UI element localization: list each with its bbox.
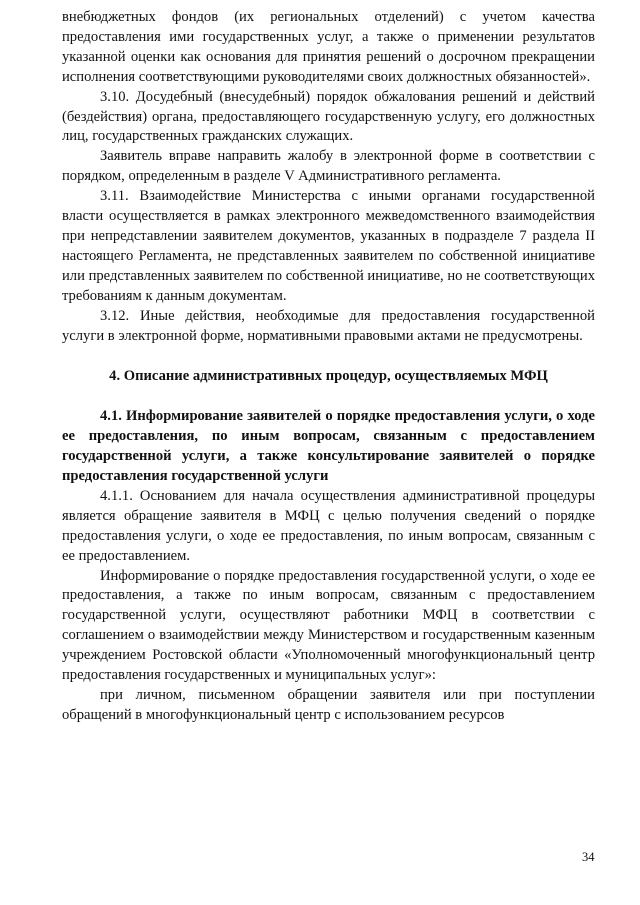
paragraph-3-10: 3.10. Досудебный (внесудебный) порядок обжалования решений и действий (бездействия) органа, предоставляющего государственную услугу, его должностных лиц, государственных гражданских служащих. (62, 88, 595, 145)
page-number: 34 (582, 850, 595, 864)
paragraph-3-12: 3.12. Иные действия, необходимые для предоставления государственной услуги в электронной форме, нормативными правовыми актами не предусмотрены. (62, 307, 595, 344)
section-heading: 4. Описание административных процедур, осуществляемых МФЦ (109, 368, 548, 385)
document-body (62, 8, 595, 726)
paragraph-complaint: Заявитель вправе направить жалобу в электронной форме в соответствии с порядком, определенным в разделе V Административного регламента. (62, 148, 595, 185)
paragraph-3-11: 3.11. Взаимодействие Министерства с иными органами государственной власти осуществляется в рамках электронного межведомственного взаимодействия при непредставлении заявителем документов, указанных в подразделе 7 раздела II настоящего Регламента, не представленных заявителем по собственной инициативе или представленных заявителем по собственной инициативе, но не соответствующих требованиям к данным документам. (62, 188, 595, 304)
subsection-heading: 4.1. Информирование заявителей о порядке предоставления услуги, о ходе ее предоставления, по иным вопросам, связанным с предоставлением государственной услуги, а также консультирование заявителей о порядке предоставления государственной услуги (62, 408, 595, 485)
paragraph-4-1-1: 4.1.1. Основанием для начала осуществления административной процедуры является обращение заявителя в МФЦ с целью получения сведений о порядке предоставления услуги, о ходе ее предоставления, по иным вопросам, связанным с ее предоставлением. (62, 487, 595, 564)
paragraph-personal-request: при личном, письменном обращении заявителя или при поступлении обращений в многофункциональный центр с использованием ресурсов (62, 687, 595, 723)
paragraph-informing: Информирование о порядке предоставления государственной услуги, о ходе ее предоставления, а также по иным вопросам, связанным с предоставлением государственной услуги, осуществляют работники МФЦ в соответствии с соглашением о взаимодействии между Министерством и государственным казенным учреждением Ростовской области «Уполномоченный многофункциональный центр предоставления государственных и муниципальных услуг»: (62, 567, 595, 684)
paragraph-continuation: внебюджетных фондов (их региональных отделений) с учетом качества предоставления ими государственных услуг, а также о применении результатов указанной оценки как основания для принятия решений о досрочном прекращении исполнения соответствующими руководителями своих должностных обязанностей». (62, 9, 595, 85)
